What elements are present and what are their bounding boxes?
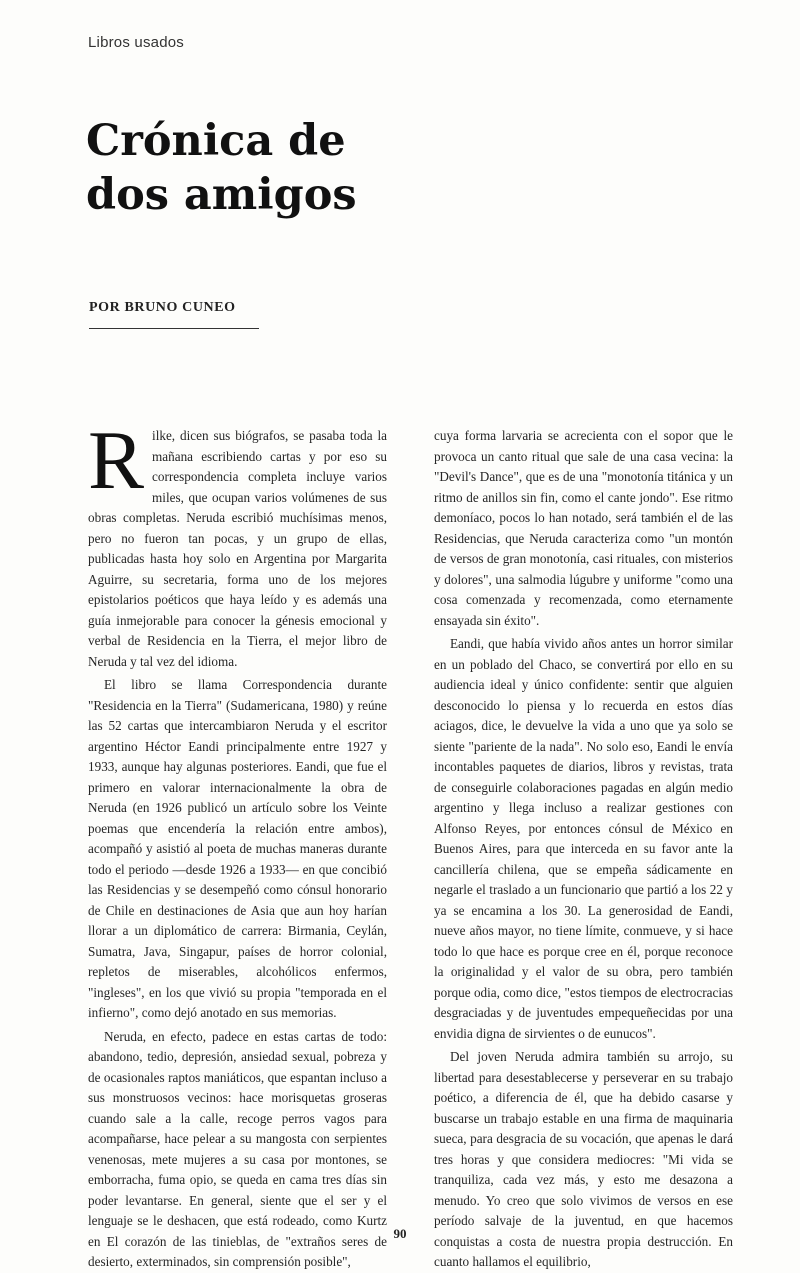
byline-divider — [89, 328, 259, 329]
paragraph: El libro se llama Correspondencia durante "Residencia en la Tierra" (Sudamericana, 1980) y reúne las 52 cartas que intercambiaron Neruda y el escritor argentino Héctor Eandi principalmente entre 1927 y 1933, aunque hay algunas posteriores. Eandi, que fue el primero en valorar internacionalmente la obra de Neruda (en 1926 publicó un artículo sobre los Veinte poemas que encendería la relación entre ambos), acompañó y asistió al poeta de muchas maneras durante todo el periodo —desde 1926 a 1933— en que concibió las Residencias y se desempeñó como cónsul honorario de Chile en destinaciones de Asia que aun hoy harían llorar a un diplomático de carrera: Birmania, Ceylán, Sumatra, Java, Singapur, países de horror colonial, repletos de miserables, alcohólicos enfermos, "ingleses", en los que vivió su propia "temporada en el infierno", como dejó anotado en sus memorias. — [88, 677, 387, 1020]
article-title — [86, 114, 357, 222]
paragraph — [88, 414, 387, 672]
drop-cap: R — [88, 414, 145, 507]
page-number: 90 — [393, 1226, 407, 1241]
title-line-1: Crónica de — [86, 116, 346, 166]
paragraph: Neruda, en efecto, padece en estas cartas de todo: abandono, tedio, depresión, ansiedad sexual, pobreza y de ocasionales raptos maniáticos, que espantan incluso a sus monstruosos vecinos: hace morisquetas groseras cuando sale a la calle, recoge perros vagos para acompañarse, hace pelear a su mangosta con serpientes venenosas, mete mujeres a su casa por montones, se emborracha, fuma opio, se queda en cama tres días sin poder levantarse. En general, siente que el ser y el lenguaje se le deshacen, que está rodeado, como Kurtz en El corazón de las tinieblas, de "extraños seres de desierto, exterminados, sin comprensión posible", — [88, 1028, 387, 1269]
right-column — [434, 426, 733, 1273]
byline: POR BRUNO CUNEO — [89, 300, 236, 315]
paragraph: Eandi, que había vivido años antes un horror similar en un poblado del Chaco, se convertirá por ello en su audiencia ideal y único confidente: sentir que alguien desconocido lo piensa y lo recuerda en estos días aciagos, dice, le devuelve la vida a uno que ya solo se siente "pariente de la nada". No solo eso, Eandi le envía incontables paquetes de diarios, libros y revistas, trata de conseguirle colaboraciones pagadas en algún medio argentino y llega incluso a realizar gestiones con Alfonso Reyes, por entonces cónsul de México en Buenos Aires, para que interceda en su favor ante la cancillería chilena, que se empeña sádicamente en negarle el traslado a un funcionario que partió a los 22 y ya se encamina a los 30. La generosidad de Eandi, nueve años mayor, no tiene límite, conmueve, y si hace todo lo que hace es porque cree en él, porque reconoce la originalidad y el valor de su obra, pero también porque odia, como dice, "estos tiempos de electrocracias desgraciadas y de juventudes empequeñecidas por una envidia digna de sirvientes o de eunucos". — [434, 636, 733, 1041]
paragraph: cuya forma larvaria se acrecienta con el sopor que le provoca un canto ritual que sale de una casa vecina: la "Devil's Dance", que es de una "monotonía titánica y un ritmo de anillos sin fin, como el cante jondo". Ese ritmo demoníaco, pocos lo han notado, será también el de las Residencias, que Neruda caracteriza como "un montón de versos de gran monotonía, casi rituales, con misterios y dolores", una salmodia lúgubre y uniforme "como una cosa comenzada y recomenzada, como eternamente ensayada sin éxito". — [434, 428, 733, 628]
section-label: Libros usados — [88, 34, 184, 51]
paragraph-text: ilke, dicen sus biógrafos, se pasaba toda la mañana escribiendo cartas y por eso su correspondencia completa incluye varios miles, que ocupan varios volúmenes de sus obras completas. Neruda escribió muchísimas menos, pero no fueron tan pocas, y un grupo de ellas, publicadas hasta hoy solo en Argentina por Margarita Aguirre, su secretaria, forma uno de los mejores epistolarios poéticos que haya leído y es además una guía inmejorable para conocer la génesis emocional y verbal de Residencia en la Tierra, el mejor libro de Neruda y tal vez del idioma. — [88, 428, 387, 669]
left-column — [88, 414, 387, 1273]
title-line-2: dos amigos — [86, 170, 357, 220]
paragraph: Del joven Neruda admira también su arrojo, su libertad para desestablecerse y perseverar en su trabajo poético, a diferencia de él, que ha debido casarse y buscarse un trabajo estable en una firma de maquinaria sueca, para desgracia de su vocación, que apenas le dará tres horas y que considera mediocres: "Mi vida se tranquiliza, cada vez más, y esto me desazona a menudo. Yo creo que solo vivimos de versos en ese período salvaje de la juventud, en que hacemos conquistas a costa de nuestra propia destrucción. En cuanto hallamos el equilibrio, — [434, 1049, 733, 1269]
